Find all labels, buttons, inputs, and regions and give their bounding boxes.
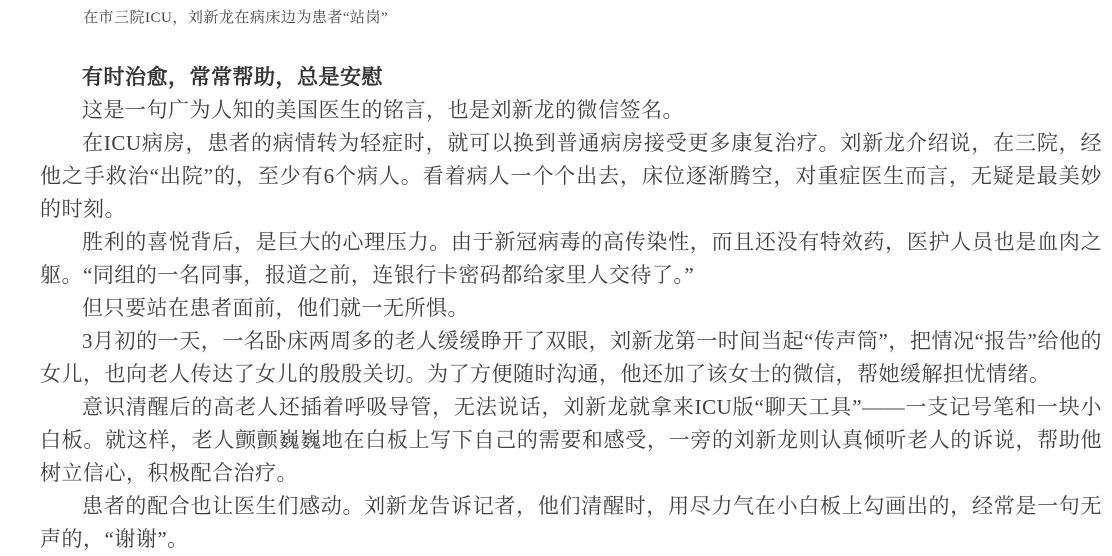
article-subheading: 有时治愈，常常帮助，总是安慰	[82, 65, 383, 89]
article-paragraph: 意识清醒后的高老人还插着呼吸导管，无法说话，刘新龙就拿来ICU版“聊天工具”——一支记号笔和一块小白板。就这样，老人颤颤巍巍地在白板上写下自己的需要和感受，一旁的刘新龙则认真倾听老人的诉说，帮助他树立信心，积极配合治疗。	[40, 395, 1102, 485]
article-paragraph: 但只要站在患者面前，他们就一无所惧。	[82, 296, 469, 320]
article-paragraph: 这是一句广为人知的美国医生的铭言，也是刘新龙的微信签名。	[82, 98, 684, 122]
article-paragraph: 3月初的一天，一名卧床两周多的老人缓缓睁开了双眼，刘新龙第一时间当起“传声筒”，把情况“报告”给他的女儿，也向老人传达了女儿的殷殷关切。为了方便随时沟通，他还加了该女士的微信，帮她缓解担忧情绪。	[40, 329, 1102, 386]
photo-caption: 在市三院ICU，刘新龙在病床边为患者“站岗”	[83, 10, 389, 26]
article-paragraph: 在ICU病房，患者的病情转为轻症时，就可以换到普通病房接受更多康复治疗。刘新龙介绍说，在三院，经他之手救治“出院”的，至少有6个病人。看着病人一个个出去，床位逐渐腾空，对重症医生而言，无疑是最美妙的时刻。	[40, 131, 1102, 221]
article-paragraph: 胜利的喜悦背后，是巨大的心理压力。由于新冠病毒的高传染性，而且还没有特效药，医护人员也是血肉之躯。“同组的一名同事，报道之前，连银行卡密码都给家里人交待了。”	[40, 230, 1102, 287]
article-paragraph: 患者的配合也让医生们感动。刘新龙告诉记者，他们清醒时，用尽力气在小白板上勾画出的，经常是一句无声的，“谢谢”。	[40, 494, 1102, 551]
article-text	[40, 61, 1102, 556]
